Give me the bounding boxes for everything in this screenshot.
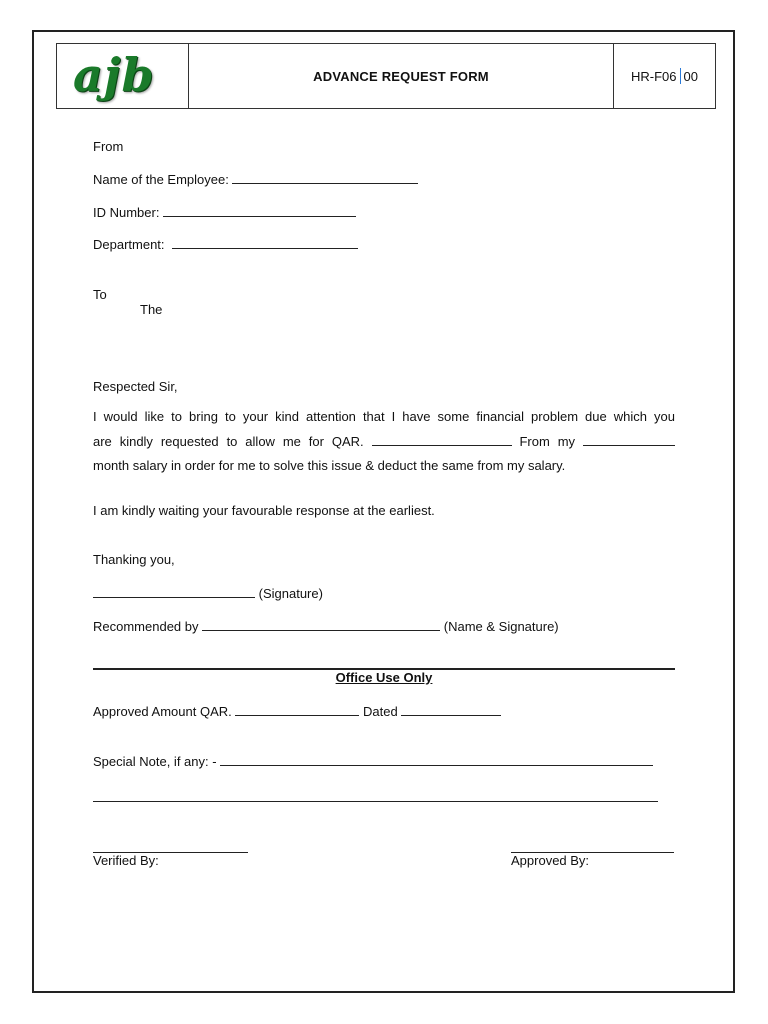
- employee-name-field[interactable]: [232, 172, 418, 184]
- department-field[interactable]: [172, 237, 358, 249]
- recommended-field[interactable]: [202, 619, 440, 631]
- to-label: To: [93, 287, 107, 302]
- special-note-label: Special Note, if any: -: [93, 754, 217, 769]
- approved-amount-label: Approved Amount QAR.: [93, 704, 232, 719]
- the-label: The: [140, 302, 163, 317]
- form-revision: 00: [683, 68, 698, 84]
- body-line-2: [93, 434, 675, 449]
- signature-label: (Signature): [258, 586, 323, 601]
- thanking-line: Thanking you,: [93, 552, 175, 567]
- office-use-heading: Office Use Only: [335, 670, 433, 685]
- department-row: [93, 237, 358, 252]
- form-code: HR-F06: [631, 68, 677, 84]
- recommended-label: Recommended by: [93, 619, 199, 634]
- approved-amount-row: [93, 704, 501, 719]
- signature-row: [93, 586, 323, 601]
- special-note-line-2[interactable]: [93, 801, 658, 802]
- id-number-label: ID Number:: [93, 205, 160, 220]
- logo-cell: [57, 44, 189, 108]
- special-note-row: [93, 754, 653, 769]
- department-label: Department:: [93, 237, 165, 252]
- qar-amount-field[interactable]: [372, 434, 512, 446]
- body-line-1: I would like to bring to your kind attention that I have some financial problem due which you: [93, 409, 675, 424]
- company-logo: ajb: [73, 48, 155, 102]
- dated-field[interactable]: [401, 704, 501, 716]
- special-note-field[interactable]: [220, 754, 653, 766]
- from-my-label: From my: [519, 434, 576, 449]
- recommended-row: [93, 619, 559, 634]
- qar-request-label: are kindly requested to allow me for QAR.: [93, 434, 364, 449]
- verified-by-label: Verified By:: [93, 853, 159, 868]
- id-number-field[interactable]: [163, 205, 356, 217]
- employee-name-label: Name of the Employee:: [93, 172, 229, 187]
- month-field[interactable]: [583, 434, 675, 446]
- code-divider: [680, 68, 681, 84]
- employee-name-row: [93, 172, 418, 187]
- salutation: Respected Sir,: [93, 379, 178, 394]
- approved-by-label: Approved By:: [511, 853, 590, 868]
- body-line-3: month salary in order for me to solve this issue & deduct the same from my salary.: [93, 458, 566, 473]
- name-signature-label: (Name & Signature): [443, 619, 559, 634]
- id-number-row: [93, 205, 356, 220]
- dated-label: Dated: [363, 704, 398, 719]
- from-label: From: [93, 139, 124, 154]
- waiting-line: I am kindly waiting your favourable response at the earliest.: [93, 503, 435, 518]
- form-code-cell: [614, 44, 715, 108]
- form-header: [56, 43, 716, 109]
- signature-field[interactable]: [93, 586, 255, 598]
- form-title: ADVANCE REQUEST FORM: [189, 44, 614, 108]
- approved-amount-field[interactable]: [235, 704, 359, 716]
